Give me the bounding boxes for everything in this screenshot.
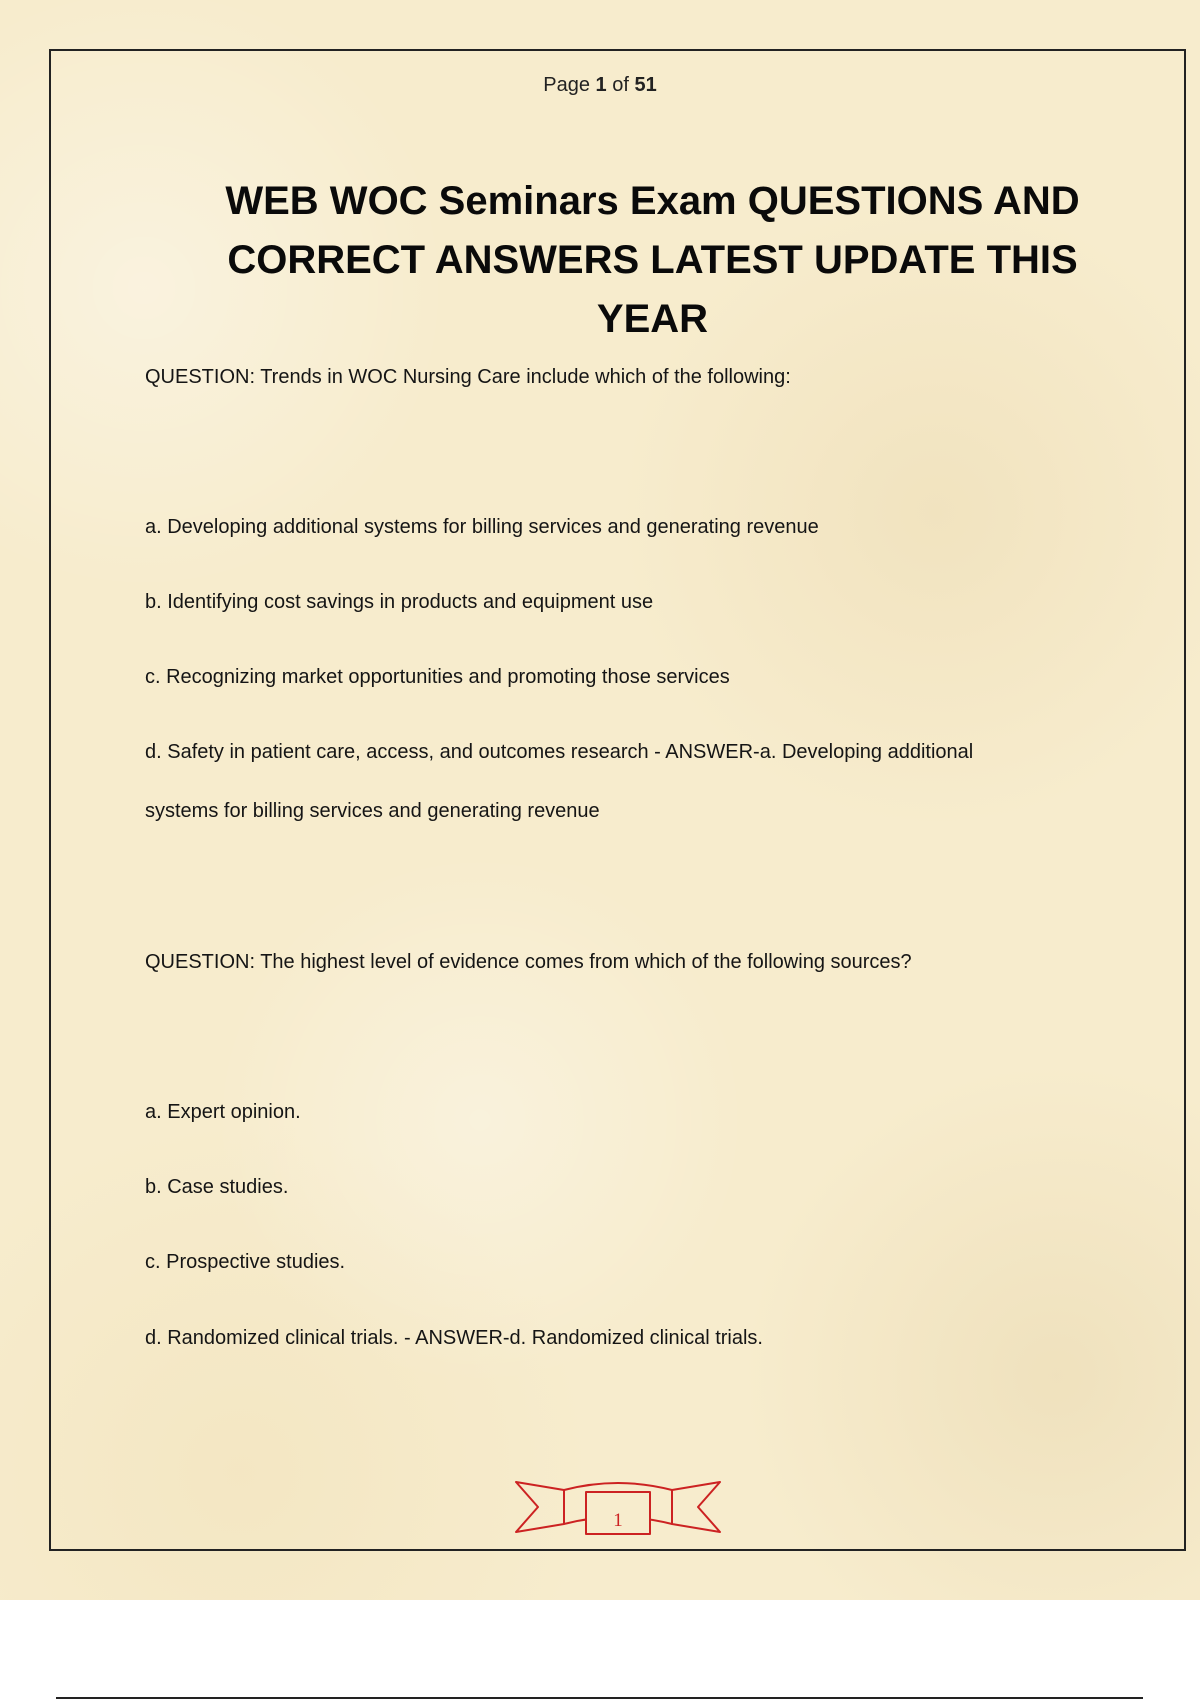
question-1-option-b: b. Identifying cost savings in products and equipment use [145, 591, 654, 613]
question-2-option-a: a. Expert opinion. [145, 1101, 301, 1123]
page-current: 1 [595, 74, 607, 96]
footer-page-number: 1 [613, 1510, 623, 1531]
page-label: Page [543, 74, 590, 96]
page-total: 51 [634, 74, 657, 96]
question-1-text: QUESTION: Trends in WOC Nursing Care include which of the following: [145, 366, 791, 388]
page-of: of [612, 74, 629, 96]
question-2-option-b: b. Case studies. [145, 1176, 289, 1198]
document-title: WEB WOC Seminars Exam QUESTIONS AND CORRECT ANSWERS LATEST UPDATE THIS YEAR [225, 179, 1080, 341]
page-counter [0, 74, 1200, 97]
question-1-option-c: c. Recognizing market opportunities and promoting those services [145, 666, 730, 688]
question-1-option-a: a. Developing additional systems for billing services and generating revenue [145, 516, 819, 538]
question-2-option-c: c. Prospective studies. [145, 1251, 346, 1273]
question-1-option-d: d. Safety in patient care, access, and outcomes research - ANSWER-a. Developing additional [145, 741, 974, 763]
next-page-divider [56, 1697, 1143, 1699]
question-2-text: QUESTION: The highest level of evidence comes from which of the following sources? [145, 951, 912, 973]
question-1-answer-continued: systems for billing services and generating revenue [145, 800, 600, 822]
question-2-option-d: d. Randomized clinical trials. - ANSWER-d. Randomized clinical trials. [145, 1327, 763, 1349]
